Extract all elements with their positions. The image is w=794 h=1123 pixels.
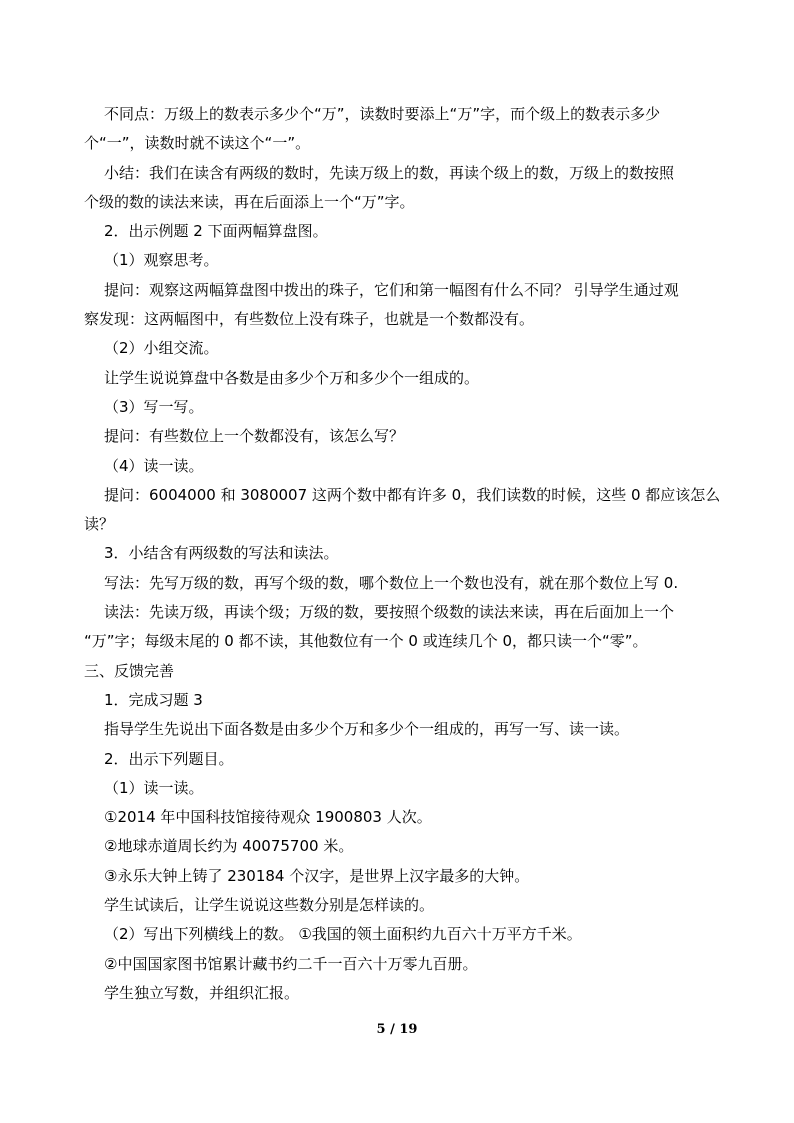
text-line: 2．出示下列题目。 <box>104 749 234 768</box>
text-line: （3）写一写。 <box>104 397 204 416</box>
text-line: 让学生说说算盘中各数是由多少个万和多少个一组成的。 <box>104 368 480 387</box>
text-line: 学生独立写数，并组织汇报。 <box>104 983 300 1002</box>
text-line: 2．出示例题 2 下面两幅算盘图。 <box>104 222 328 241</box>
text-line: （4）读一读。 <box>104 456 204 475</box>
page-body <box>84 100 724 1008</box>
text-line: 3．小结含有两级数的写法和读法。 <box>104 544 339 563</box>
text-line: 小结：我们在读含有两级的数时，先读万级上的数，再读个级上的数，万级上的数按照 <box>104 163 675 182</box>
section-heading: 三、反馈完善 <box>84 661 175 680</box>
text-line: 个级的数的读法来读，再在后面添上一个“万”字。 <box>84 192 415 211</box>
text-line: 不同点：万级上的数表示多少个“万”，读数时要添上“万”字，而个级上的数表示多少 <box>104 105 661 123</box>
text-line: ②中国国家图书馆累计藏书约二千一百六十万零九百册。 <box>104 954 478 973</box>
text-line: （2）小组交流。 <box>104 339 219 358</box>
text-line: （1）读一读。 <box>104 778 204 797</box>
text-line: ①2014 年中国科技馆接待观众 1900803 人次。 <box>104 808 432 827</box>
text-line: （2）写出下列横线上的数。 ①我国的领土面积约九百六十万平方千米。 <box>104 925 582 944</box>
text-line: 提问：6004000 和 3080007 这两个数中都有许多 0，我们读数的时候，这些 0 都应该怎么 <box>104 485 721 504</box>
text-line: （1）观察思考。 <box>104 251 219 270</box>
text-line: 个“一”，读数时就不读这个“一”。 <box>84 134 311 153</box>
text-line: 提问：有些数位上一个数都没有，该怎么写？ <box>104 427 405 446</box>
text-line: “万”字；每级末尾的 0 都不读，其他数位有一个 0 或连续几个 0，都只读一个“零”。 <box>84 632 648 651</box>
text-line: 读？ <box>84 515 115 534</box>
text-line: 察发现：这两幅图中，有些数位上没有珠子，也就是一个数都没有。 <box>84 310 535 329</box>
text-line: 学生试读后，让学生说说这些数分别是怎样读的。 <box>104 896 435 915</box>
text-line: 提问：观察这两幅算盘图中拨出的珠子，它们和第一幅图有什么不同？ 引导学生通过观 <box>104 280 679 299</box>
text-line: 读法：先读万级，再读个级；万级的数，要按照个级数的读法来读，再在后面加上一个 <box>104 603 675 622</box>
text-line: 1．完成习题 3 <box>104 690 203 709</box>
text-line: ③永乐大钟上铸了 230184 个汉字，是世界上汉字最多的大钟。 <box>104 866 530 885</box>
text-line: 写法：先写万级的数，再写个级的数，哪个数位上一个数也没有，就在那个数位上写 0. <box>104 573 679 592</box>
text-line: ②地球赤道周长约为 40075700 米。 <box>104 837 354 856</box>
page-number: 5 / 19 <box>376 1022 418 1037</box>
text-line: 指导学生先说出下面各数是由多少个万和多少个一组成的，再写一写、读一读。 <box>104 720 630 739</box>
